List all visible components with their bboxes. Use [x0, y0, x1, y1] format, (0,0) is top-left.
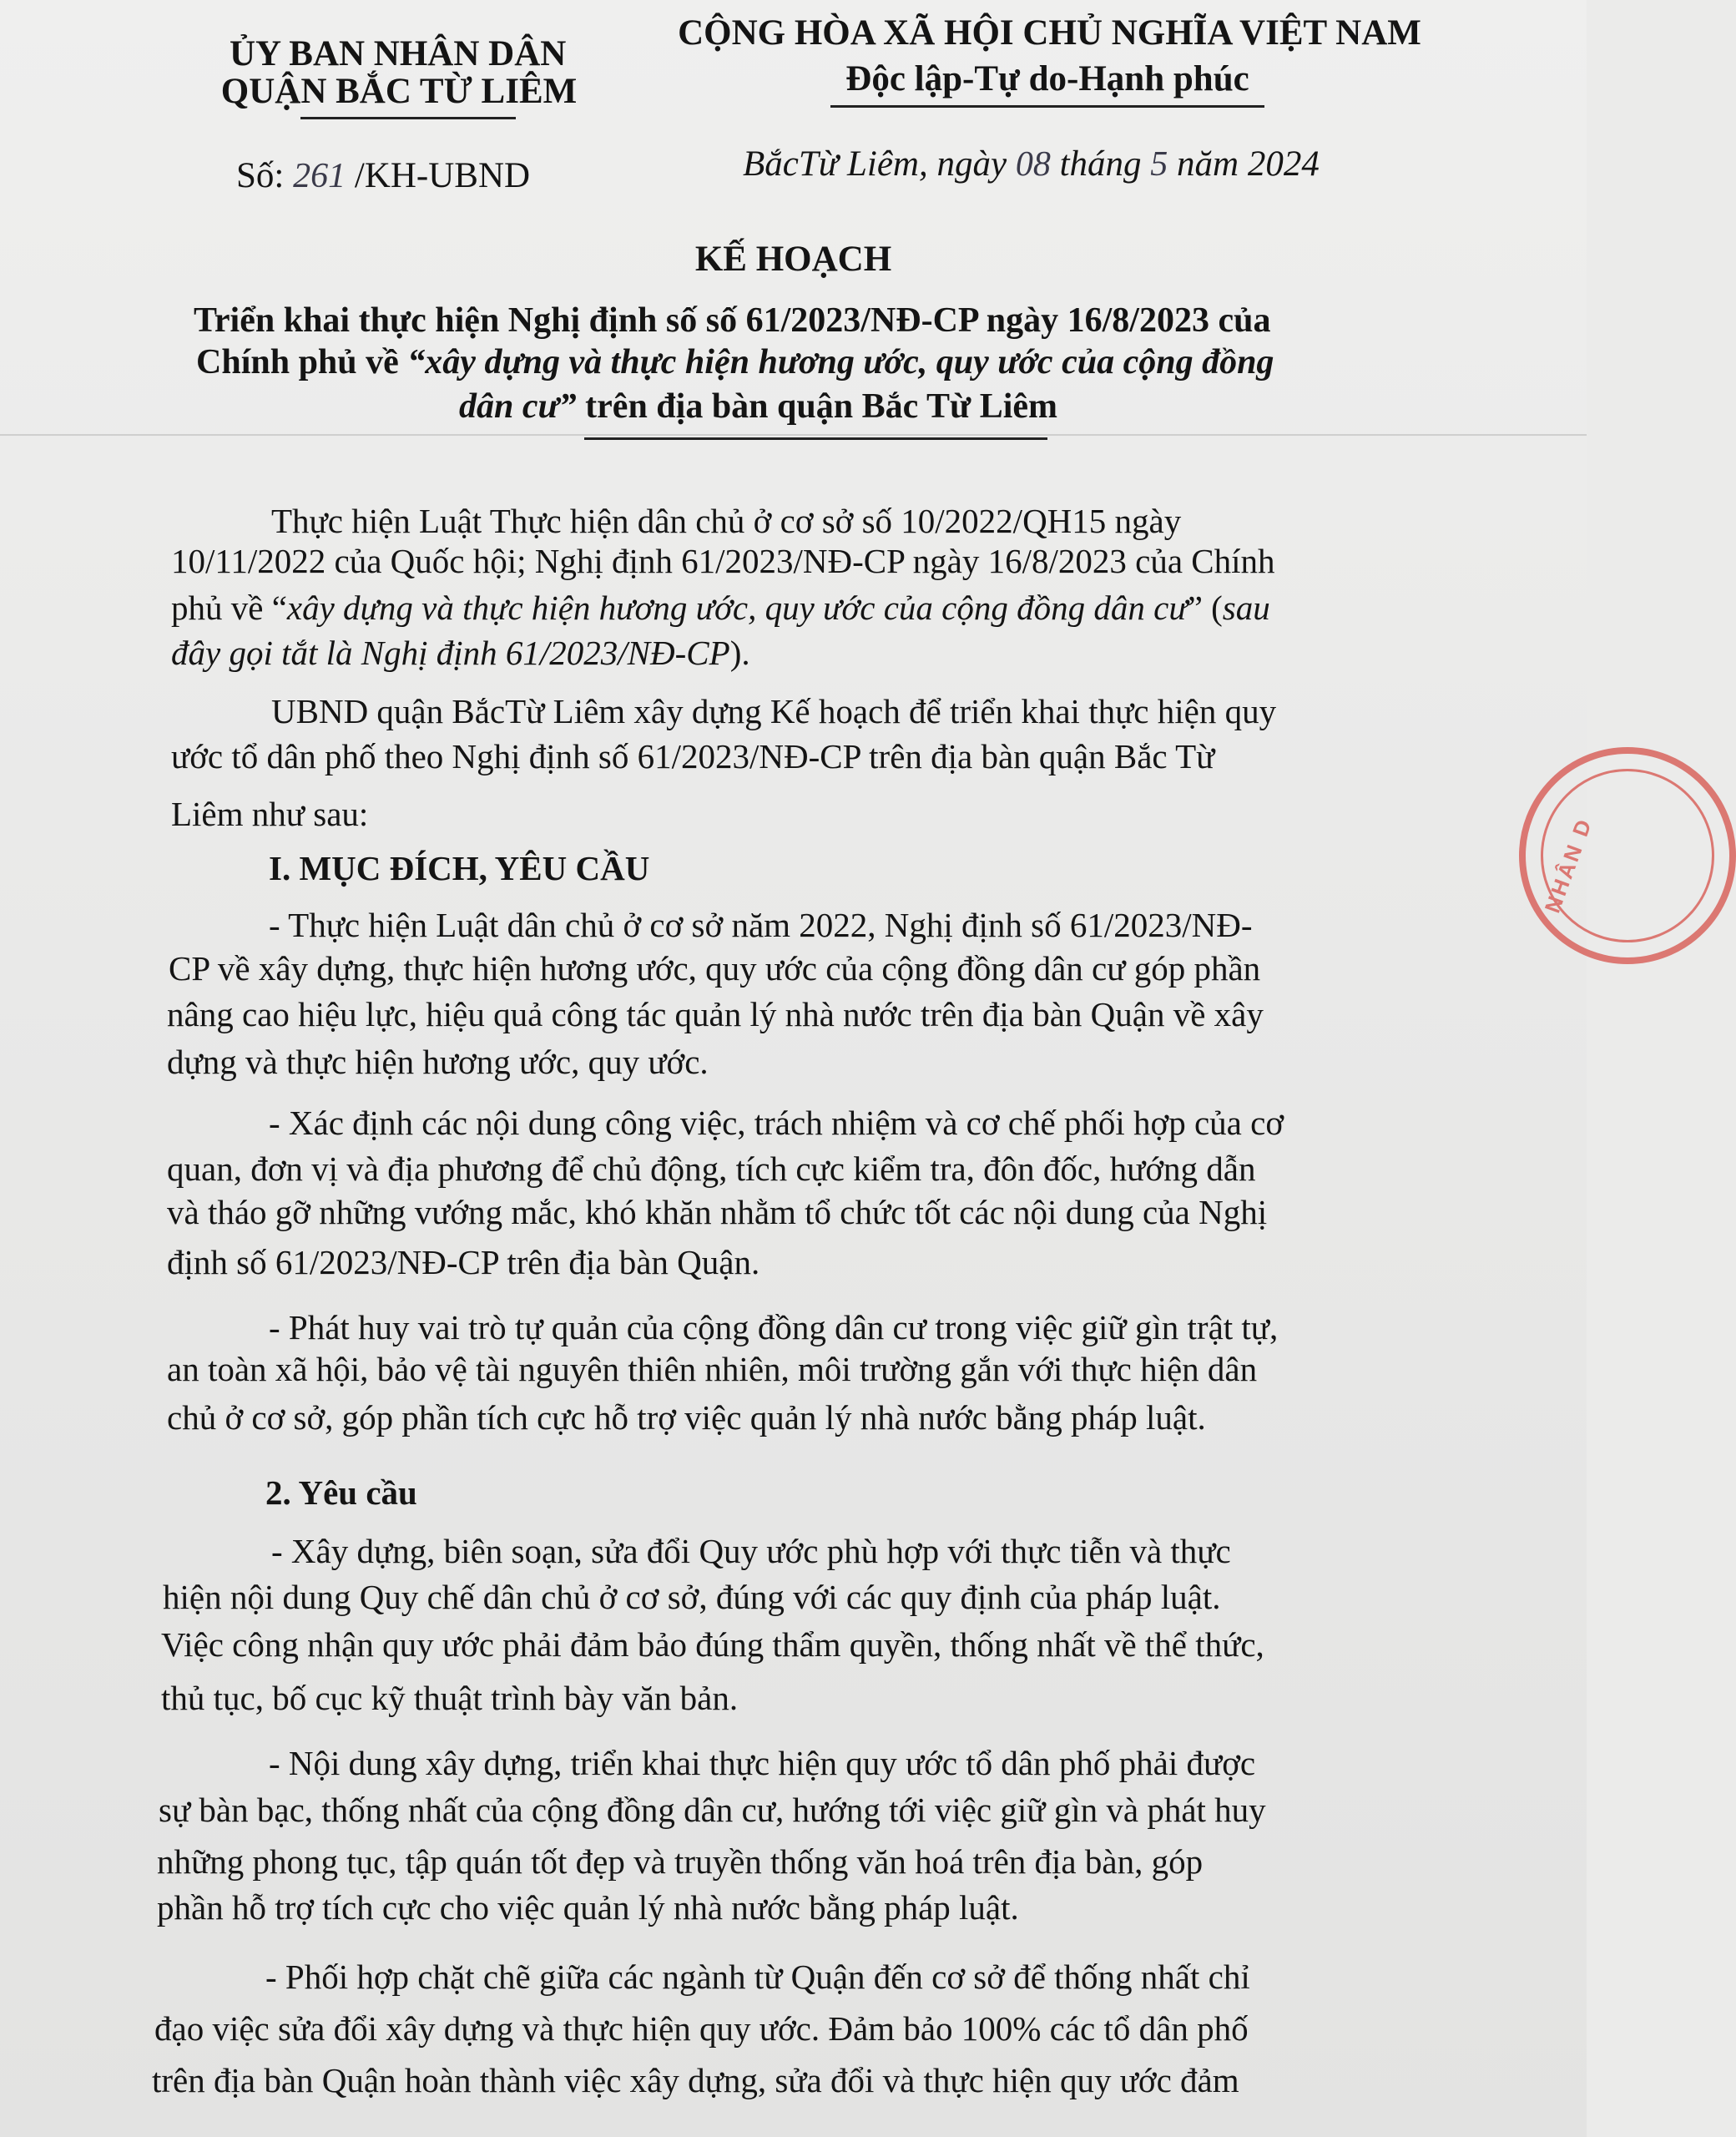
doc-number-handwritten: 261: [293, 157, 346, 195]
body-line: những phong tục, tập quán tốt đẹp và truyền thống văn hoá trên địa bàn, góp: [157, 1842, 1204, 1881]
place-date-prefix: BắcTừ Liêm, ngày: [743, 144, 1007, 184]
body-line: - Nội dung xây dựng, triển khai thực hiện quy ước tổ dân phố phải được: [269, 1744, 1256, 1782]
doc-number-prefix: Số:: [236, 156, 285, 195]
body-line: Việc công nhận quy ước phải đảm bảo đúng thẩm quyền, thống nhất về thể thức,: [161, 1625, 1264, 1664]
agency-name-line1: ỦY BAN NHÂN DÂN: [230, 34, 567, 73]
body-text: ).: [729, 634, 750, 672]
title-line-1: Triển khai thực hiện Nghị định số số 61/2023/NĐ-CP ngày 16/8/2023 của: [194, 301, 1271, 340]
body-line: Liêm như sau:: [171, 795, 369, 833]
title-line-2-a: Chính phủ về: [196, 343, 408, 381]
body-line: định số 61/2023/NĐ-CP trên địa bàn Quận.: [167, 1243, 760, 1281]
body-line: an toàn xã hội, bảo vệ tài nguyên thiên nhiên, môi trường gắn với thực hiện dân: [167, 1350, 1258, 1388]
doc-number-suffix: /KH-UBND: [354, 156, 531, 195]
body-line: quan, đơn vị và địa phương để chủ động, tích cực kiểm tra, đôn đốc, hướng dẫn: [167, 1149, 1256, 1188]
stamp-text: NHÂN D: [1539, 814, 1597, 917]
year-text: năm 2024: [1177, 144, 1320, 184]
body-line: hiện nội dung Quy chế dân chủ ở cơ sở, đúng với các quy định của pháp luật.: [163, 1578, 1221, 1616]
official-red-stamp: [1519, 747, 1736, 964]
title-line-2: [196, 342, 1274, 382]
body-line: CP về xây dựng, thực hiện hương ước, quy ước của cộng đồng dân cư góp phần: [169, 949, 1261, 988]
title-underline: [584, 437, 1047, 440]
body-line: thủ tục, bố cục kỹ thuật trình bày văn bản.: [161, 1679, 739, 1717]
body-line: và tháo gỡ những vướng mắc, khó khăn nhằm tổ chức tốt các nội dung của Nghị: [167, 1193, 1268, 1231]
document-number: [236, 155, 530, 196]
title-line-3-quote: dân cư”: [459, 387, 577, 426]
agency-underline: [300, 117, 516, 119]
day-handwritten: 08: [1015, 145, 1051, 184]
national-title: CỘNG HÒA XÃ HỘI CHỦ NGHĨA VIỆT NAM: [678, 13, 1421, 53]
body-line: UBND quận BắcTừ Liêm xây dựng Kế hoạch để triển khai thực hiện quy: [271, 692, 1277, 730]
title-line-3-b: trên địa bàn quận Bắc Từ Liêm: [576, 387, 1058, 426]
body-line: - Xác định các nội dung công việc, trách nhiệm và cơ chế phối hợp của cơ: [269, 1104, 1284, 1142]
national-motto: Độc lập-Tự do-Hạnh phúc: [845, 59, 1249, 99]
body-line: - Thực hiện Luật dân chủ ở cơ sở năm 2022, Nghị định số 61/2023/NĐ-: [269, 906, 1253, 944]
body-line: nâng cao hiệu lực, hiệu quả công tác quản lý nhà nước trên địa bàn Quận về xây: [167, 995, 1264, 1033]
month-label: tháng: [1059, 144, 1142, 184]
body-line: - Phát huy vai trò tự quản của cộng đồng dân cư trong việc giữ gìn trật tự,: [269, 1308, 1279, 1346]
body-line: dựng và thực hiện hương ước, quy ước.: [167, 1043, 709, 1081]
section-heading-1: I. MỤC ĐÍCH, YÊU CẦU: [269, 849, 650, 887]
section-heading-2: 2. Yêu cầu: [265, 1473, 417, 1512]
place-and-date: [743, 144, 1320, 184]
agency-name-line2: QUẬN BẮC TỪ LIÊM: [220, 72, 578, 111]
body-text-italic: sau: [1222, 589, 1270, 627]
body-text-italic: xây dựng và thực hiện hương ước, quy ước của cộng đồng dân cư: [286, 589, 1188, 627]
body-line: 10/11/2022 của Quốc hội; Nghị định 61/2023/NĐ-CP ngày 16/8/2023 của Chính: [171, 542, 1275, 580]
body-line: sự bàn bạc, thống nhất của cộng đồng dân cư, hướng tới việc giữ gìn và phát huy: [159, 1791, 1266, 1829]
body-line: - Xây dựng, biên soạn, sửa đổi Quy ước phù hợp với thực tiễn và thực: [271, 1532, 1231, 1570]
motto-underline: [830, 105, 1264, 108]
body-line: chủ ở cơ sở, góp phần tích cực hỗ trợ việc quản lý nhà nước bằng pháp luật.: [167, 1398, 1206, 1437]
body-text-italic: đây gọi tắt là Nghị định 61/2023/NĐ-CP: [171, 634, 730, 672]
body-text: ” (: [1187, 589, 1223, 627]
title-line-3: [459, 386, 1057, 427]
body-line: [171, 636, 750, 670]
paper-fold-line: [0, 434, 1587, 436]
title-line-2-quote: “xây dựng và thực hiện hương ước, quy ước của cộng đồng: [407, 343, 1274, 381]
body-line: [171, 591, 1270, 625]
document-type: KẾ HOẠCH: [694, 240, 892, 279]
body-line: ước tổ dân phố theo Nghị định số 61/2023/NĐ-CP trên địa bàn quận Bắc Từ: [171, 737, 1215, 775]
body-line: Thực hiện Luật Thực hiện dân chủ ở cơ sở số 10/2022/QH15 ngày: [271, 502, 1182, 540]
body-line: đạo việc sửa đổi xây dựng và thực hiện quy ước. Đảm bảo 100% các tổ dân phố: [154, 2009, 1249, 2048]
body-line: trên địa bàn Quận hoàn thành việc xây dựng, sửa đổi và thực hiện quy ước đảm: [152, 2061, 1239, 2099]
body-line: phần hỗ trợ tích cực cho việc quản lý nhà nước bằng pháp luật.: [157, 1888, 1019, 1927]
month-handwritten: 5: [1150, 145, 1168, 184]
body-line: - Phối hợp chặt chẽ giữa các ngành từ Quận đến cơ sở để thống nhất chỉ: [265, 1958, 1250, 1996]
body-text: phủ về “: [171, 589, 287, 627]
